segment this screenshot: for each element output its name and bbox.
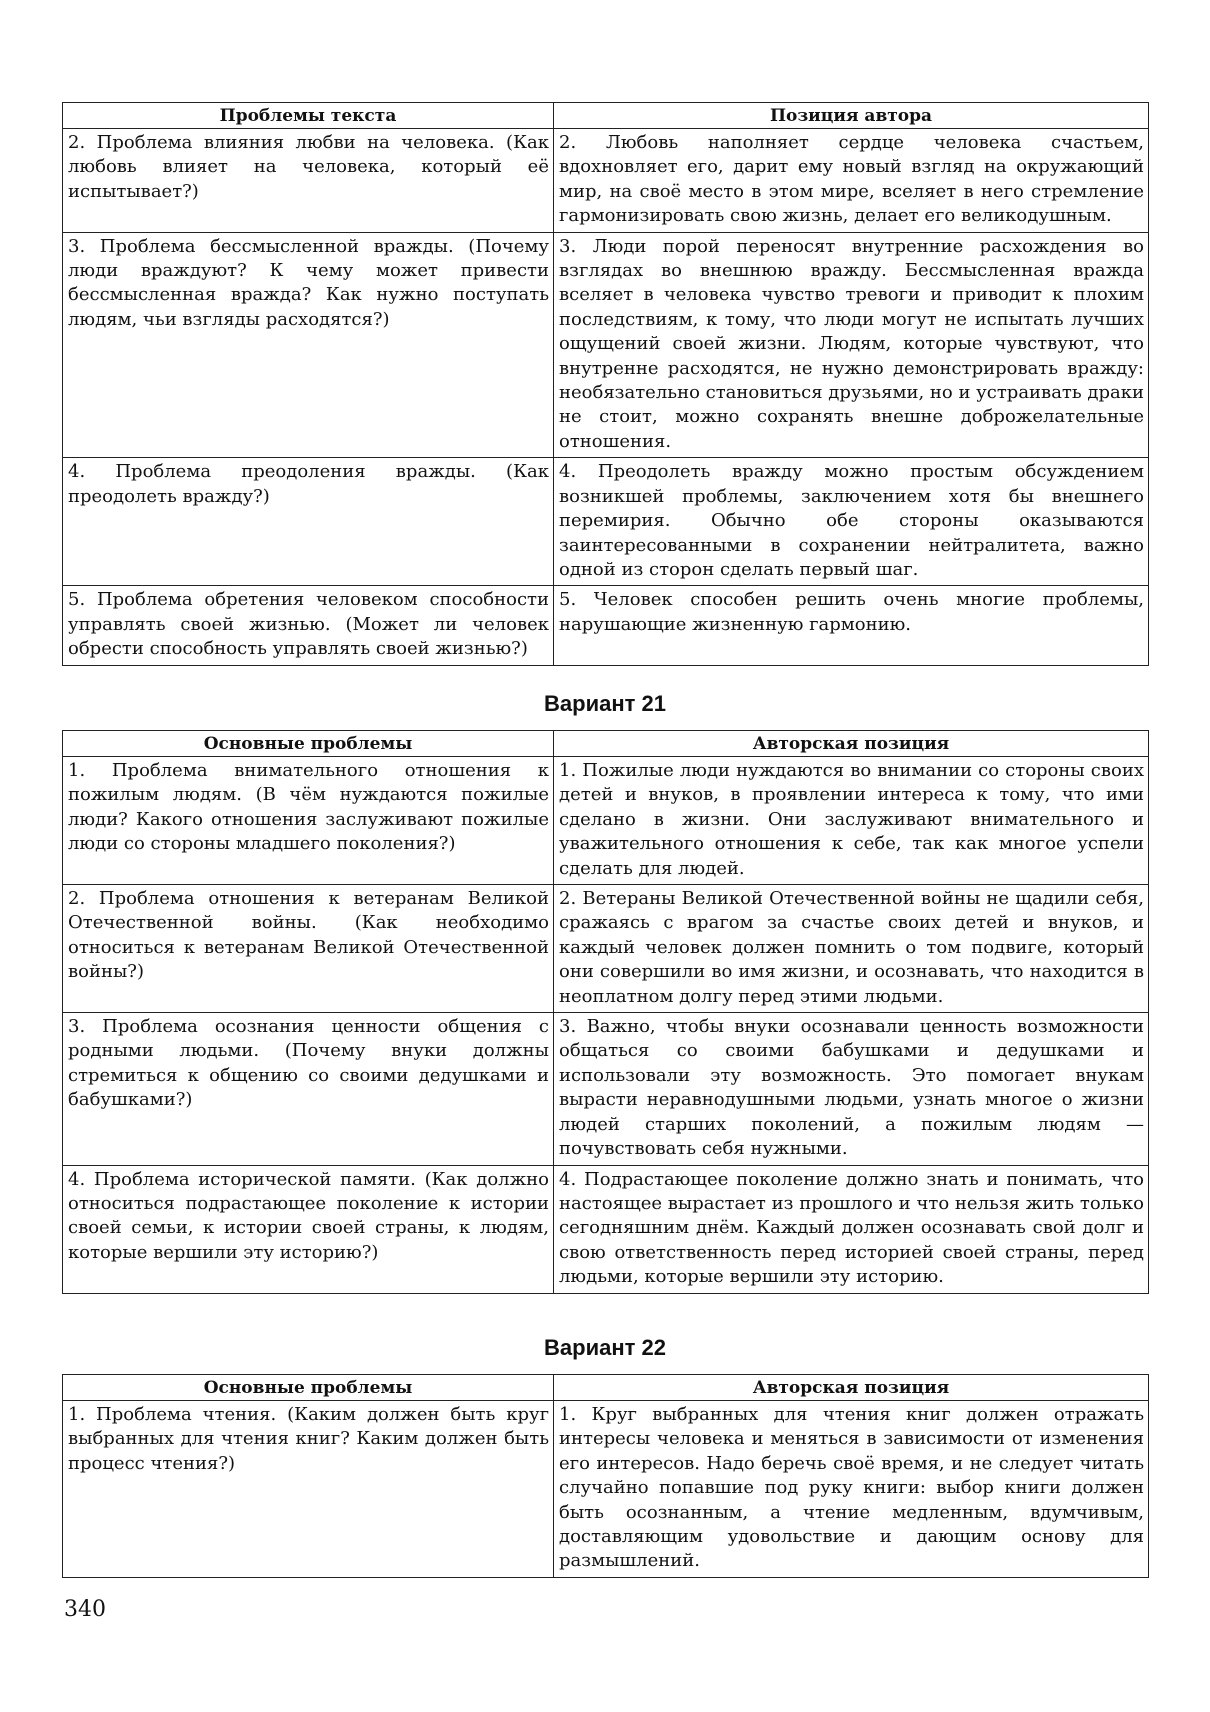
position-cell: 4. Подрастающее поколение должно знать и понимать, что настоящее вырастает из прошлого и что нельзя жить только сегодняшним днём. Каждый должен осознавать свой долг и свою ответственность перед историей своей страны, перед людьми, которые вершили эту историю. [554, 1165, 1149, 1293]
position-cell: 3. Люди порой переносят внутренние расхождения во взглядах во внешнюю вражду. Бессмысленная вражда вселяет в человека чувство тревоги и приводит к плохим последствиям, к тому, что люди могут не испытать лучших ощущений своей жизни. Людям, которые чувствуют, что внутренне расходятся, не нужно демонстрировать вражду: необязательно становиться друзьями, но и устраивать драки не стоит, можно сохранять внешне доброжелательные отношения. [554, 232, 1149, 458]
problem-cell: 1. Проблема внимательного отношения к пожилым людям. (В чём нуждаются пожилые люди? Какого отношения заслуживают пожилые люди со стороны младшего поколения?) [63, 757, 554, 885]
position-cell: 4. Преодолеть вражду можно простым обсуждением возникшей проблемы, заключением хотя бы внешнего перемирия. Обычно обе стороны оказываются заинтересованными в сохранении нейтралитета, важно одной из сторон сделать первый шаг. [554, 458, 1149, 586]
position-cell: 2. Любовь наполняет сердце человека счастьем, вдохновляет его, дарит ему новый взгляд на окружающий мир, на своё место в этом мире, вселяет в него стремление гармонизировать свою жизнь, делает его великодушным. [554, 129, 1149, 233]
problem-cell: 4. Проблема исторической памяти. (Как должно относиться подрастающее поколение к истории своей семьи, к истории своей страны, к людям, которые вершили эту историю?) [63, 1165, 554, 1293]
position-cell: 5. Человек способен решить очень многие проблемы, нарушающие жизненную гармонию. [554, 586, 1149, 665]
column-header-problems: Основные проблемы [63, 1375, 554, 1401]
problems-table [62, 102, 1149, 666]
table-header-row [63, 1375, 1149, 1401]
table-row [63, 1165, 1149, 1293]
problem-cell: 2. Проблема влияния любви на человека. (Как любовь влияет на человека, который её испытывает?) [63, 129, 554, 233]
variant21-section [62, 730, 1148, 1294]
table-row [63, 586, 1149, 665]
position-cell: 1. Круг выбранных для чтения книг должен отражать интересы человека и меняться в зависимости от изменения его интересов. Надо беречь своё время, и не следует читать случайно попавшие под руку книги: выбор книги должен быть осознанным, а чтение медленным, вдумчивым, доставляющим удовольствие и дающим основу для размышлений. [554, 1401, 1149, 1578]
variant21-table [62, 730, 1149, 1294]
column-header-position: Авторская позиция [554, 1375, 1149, 1401]
variant22-table [62, 1374, 1149, 1578]
position-cell: 2. Ветераны Великой Отечественной войны не щадили себя, сражаясь с врагом за счастье своих детей и внуков, и каждый человек должен помнить о том подвиге, который они совершили во имя жизни, и осознавать, что находится в неоплатном долгу перед этими людьми. [554, 885, 1149, 1013]
column-header-position: Позиция автора [554, 103, 1149, 129]
column-header-position: Авторская позиция [554, 731, 1149, 757]
problem-cell: 3. Проблема осознания ценности общения с родными людьми. (Почему внуки должны стремиться к общению со своими дедушками и бабушками?) [63, 1013, 554, 1165]
problem-cell: 1. Проблема чтения. (Каким должен быть круг выбранных для чтения книг? Каким должен быть процесс чтения?) [63, 1401, 554, 1578]
variant-21-heading: Вариант 21 [544, 691, 666, 716]
table-row [63, 1401, 1149, 1578]
table-row [63, 458, 1149, 586]
table-header-row [63, 731, 1149, 757]
problem-cell: 2. Проблема отношения к ветеранам Великой Отечественной войны. (Как необходимо относиться к ветеранам Великой Отечественной войны?) [63, 885, 554, 1013]
table-header-row [63, 103, 1149, 129]
column-header-problems: Проблемы текста [63, 103, 554, 129]
table-row [63, 1013, 1149, 1165]
table1-section [62, 102, 1148, 666]
position-cell: 3. Важно, чтобы внуки осознавали ценность возможности общаться со своими бабушками и дедушками и использовали эту возможность. Это помогает внукам вырасти неравнодушными людьми, узнать многое о жизни людей старших поколений, а пожилым людям — почувствовать себя нужными. [554, 1013, 1149, 1165]
variant22-section [62, 1374, 1148, 1578]
problem-cell: 4. Проблема преодоления вражды. (Как преодолеть вражду?) [63, 458, 554, 586]
table-row [63, 129, 1149, 233]
page-number: 340 [64, 1597, 106, 1622]
variant-22-heading: Вариант 22 [544, 1335, 666, 1360]
problem-cell: 5. Проблема обретения человеком способности управлять своей жизнью. (Может ли человек обрести способность управлять своей жизнью?) [63, 586, 554, 665]
problem-cell: 3. Проблема бессмысленной вражды. (Почему люди враждуют? К чему может привести бессмысленная вражда? Как нужно поступать людям, чьи взгляды расходятся?) [63, 232, 554, 458]
table-row [63, 232, 1149, 458]
table-row [63, 885, 1149, 1013]
table-row [63, 757, 1149, 885]
position-cell: 1. Пожилые люди нуждаются во внимании со стороны своих детей и внуков, в проявлении интереса к тому, что ими сделано в жизни. Они заслуживают внимательного и уважительного отношения к себе, так как многое успели сделать для людей. [554, 757, 1149, 885]
column-header-problems: Основные проблемы [63, 731, 554, 757]
